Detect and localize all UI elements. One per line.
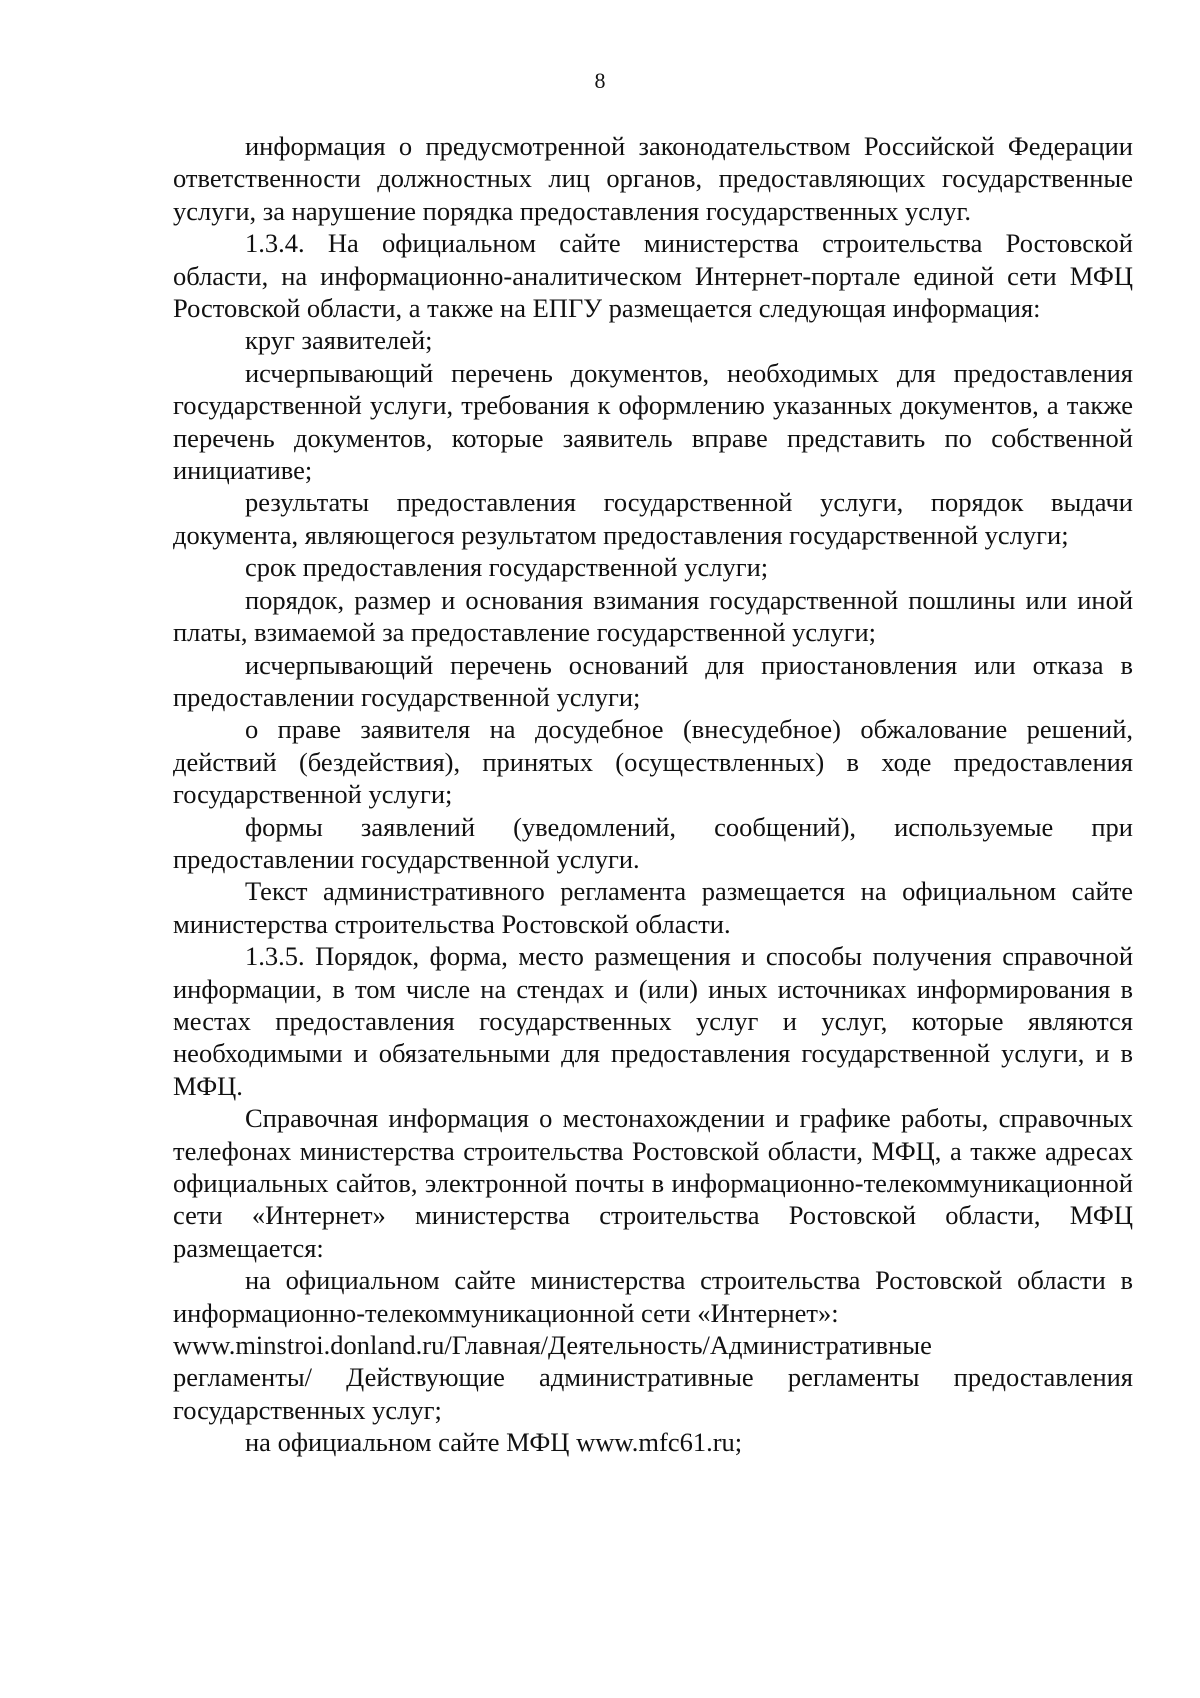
list-item-appeal-right: о праве заявителя на досудебное (внесудебное) обжалование решений, действий (бездействия), принятых (осуществленных) в ходе предоставления государственной услуги;	[173, 714, 1133, 810]
paragraph-responsibility-info: информация о предусмотренной законодательством Российской Федерации ответственности должностных лиц органов, предоставляющих государственные услуги, за нарушение порядка предоставления государственных услуг.	[173, 131, 1133, 226]
list-item-documents: исчерпывающий перечень документов, необходимых для предоставления государственной услуги, требования к оформлению указанных документов, а также перечень документов, которые заявитель вправе представить по собственной инициативе;	[173, 357, 1133, 486]
paragraph-regulation-text: Текст административного регламента размещается на официальном сайте министерства строительства Ростовской области.	[173, 876, 1133, 939]
official-site-intro: на официальном сайте министерства строительства Ростовской области в информационно-телекоммуникационной сети «Интернет»:	[173, 1265, 1133, 1328]
list-item-term: срок предоставления государственной услуги;	[245, 552, 769, 583]
list-item-fee: порядок, размер и основания взимания государственной пошлины или иной платы, взимаемой за предоставление государственной услуги;	[173, 584, 1133, 648]
document-body	[173, 130, 1133, 1459]
paragraph-mfc-site: на официальном сайте МФЦ www.mfc61.ru;	[245, 1427, 743, 1458]
list-item-results: результаты предоставления государственной услуги, порядок выдачи документа, являющегося результатом предоставления государственной услуги;	[173, 487, 1133, 550]
paragraph-official-site	[173, 1264, 1133, 1426]
paragraph-reference-info: Справочная информация о местонахождении и графике работы, справочных телефонах министерства строительства Ростовской области, МФЦ, а также адресах официальных сайтов, электронной почты в информационно-телекоммуникационной сети «Интернет» министерства строительства Ростовской области, МФЦ размещается:	[173, 1103, 1133, 1263]
list-item-refusal-grounds: исчерпывающий перечень оснований для приостановления или отказа в предоставлении государственной услуги;	[173, 649, 1133, 712]
list-item-forms: формы заявлений (уведомлений, сообщений), используемые при предоставлении государственной услуги.	[173, 811, 1133, 874]
page-number: 8	[594, 68, 606, 93]
official-site-path: регламенты/ Действующие административные регламенты предоставления государственных услуг;	[173, 1362, 1133, 1425]
list-item-applicants: круг заявителей;	[245, 325, 433, 356]
paragraph-1-3-5: 1.3.5. Порядок, форма, место размещения и способы получения справочной информации, в том числе на стендах и (или) иных источниках информирования в местах предоставления государственных услуг и услуг, которые являются необходимыми и обязательными для предоставления государственной услуги, и в МФЦ.	[173, 941, 1133, 1101]
official-site-url: www.minstroi.donland.ru/Главная/Деятельность/Административные	[173, 1330, 932, 1361]
paragraph-1-3-4: 1.3.4. На официальном сайте министерства строительства Ростовской области, на информационно-аналитическом Интернет-портале единой сети МФЦ Ростовской области, а также на ЕПГУ размещается следующая информация:	[173, 228, 1133, 324]
